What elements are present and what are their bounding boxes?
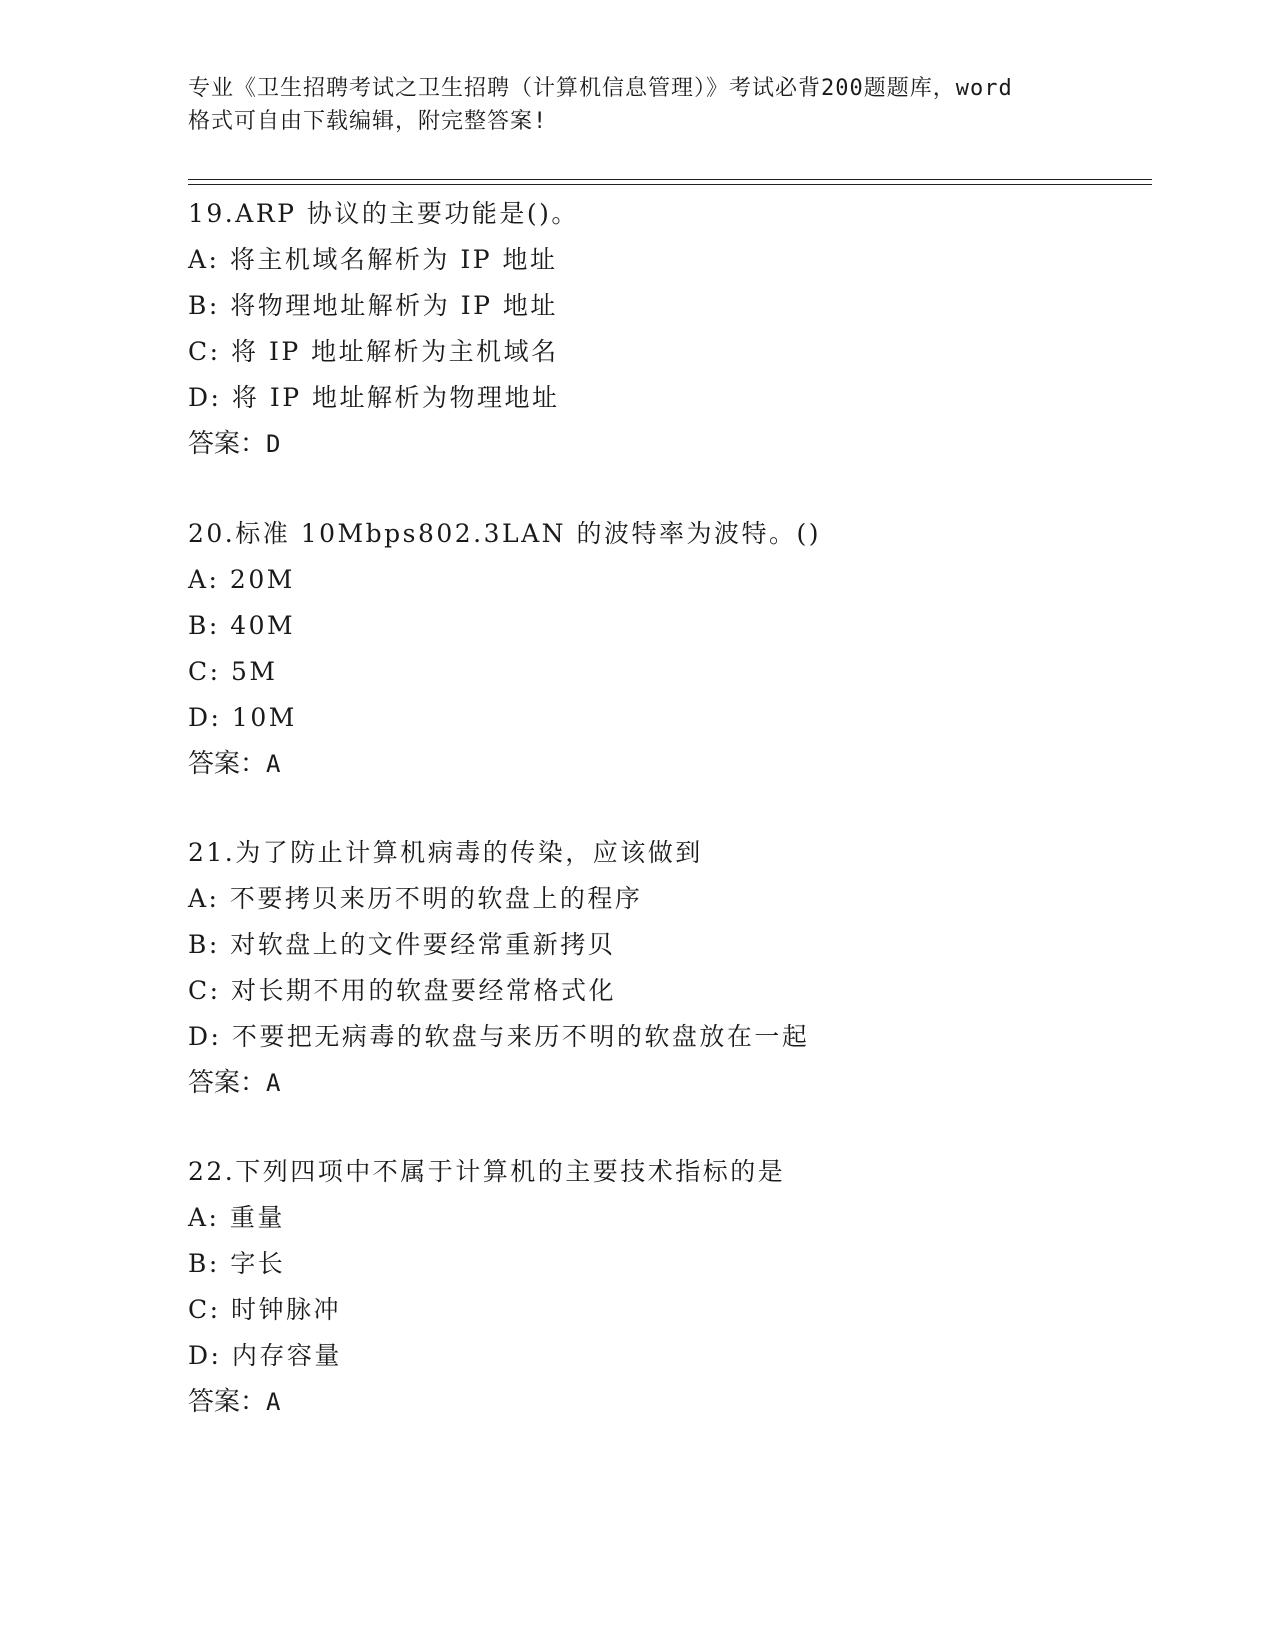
option-d: D: 不要把无病毒的软盘与来历不明的软盘放在一起 [188,1022,810,1051]
option-b: B: 字长 [188,1249,286,1278]
option-a: A: 不要拷贝来历不明的软盘上的程序 [188,884,643,913]
question-19 [188,191,1148,467]
question-21 [188,830,1148,1106]
option-c: C: 5M [188,657,278,686]
question-20 [188,511,1148,787]
header-rule-top [188,179,1152,180]
option-d: D: 10M [188,703,297,732]
header-line-2: 格式可自由下载编辑，附完整答案! [188,109,548,134]
option-c: C: 将 IP 地址解析为主机域名 [188,337,559,366]
answer-label: 答案： [188,1387,267,1417]
answer-value: D [266,430,281,458]
answer-line [188,741,1148,787]
option-a: A: 20M [188,565,295,594]
option-a: A: 将主机域名解析为 IP 地址 [188,245,558,274]
option-b: B: 40M [188,611,296,640]
option-c: C: 时钟脉冲 [188,1295,341,1324]
option-b: B: 将物理地址解析为 IP 地址 [188,291,558,320]
answer-line [188,421,1148,467]
answer-label: 答案： [188,1068,267,1098]
answer-value: A [266,750,281,778]
option-c: C: 对长期不用的软盘要经常格式化 [188,976,616,1005]
answer-line [188,1060,1148,1106]
answer-value: A [266,1388,281,1416]
answer-line [188,1379,1148,1425]
answer-label: 答案： [188,749,267,779]
option-d: D: 将 IP 地址解析为物理地址 [188,383,560,412]
question-stem: 20.标准 10Mbps802.3LAN 的波特率为波特。() [188,519,822,548]
answer-value: A [266,1069,281,1097]
header-rule-bottom [188,184,1152,185]
option-d: D: 内存容量 [188,1341,342,1370]
question-stem: 22.下列四项中不属于计算机的主要技术指标的是 [188,1157,786,1186]
question-22 [188,1149,1148,1425]
answer-label: 答案： [188,429,267,459]
document-header [188,72,1108,138]
question-stem: 19.ARP 协议的主要功能是()。 [188,199,579,228]
option-b: B: 对软盘上的文件要经常重新拷贝 [188,930,616,959]
option-a: A: 重量 [188,1203,285,1232]
question-stem: 21.为了防止计算机病毒的传染，应该做到 [188,838,703,867]
header-line-1: 专业《卫生招聘考试之卫生招聘（计算机信息管理）》考试必背200题题库，word [188,76,1013,101]
